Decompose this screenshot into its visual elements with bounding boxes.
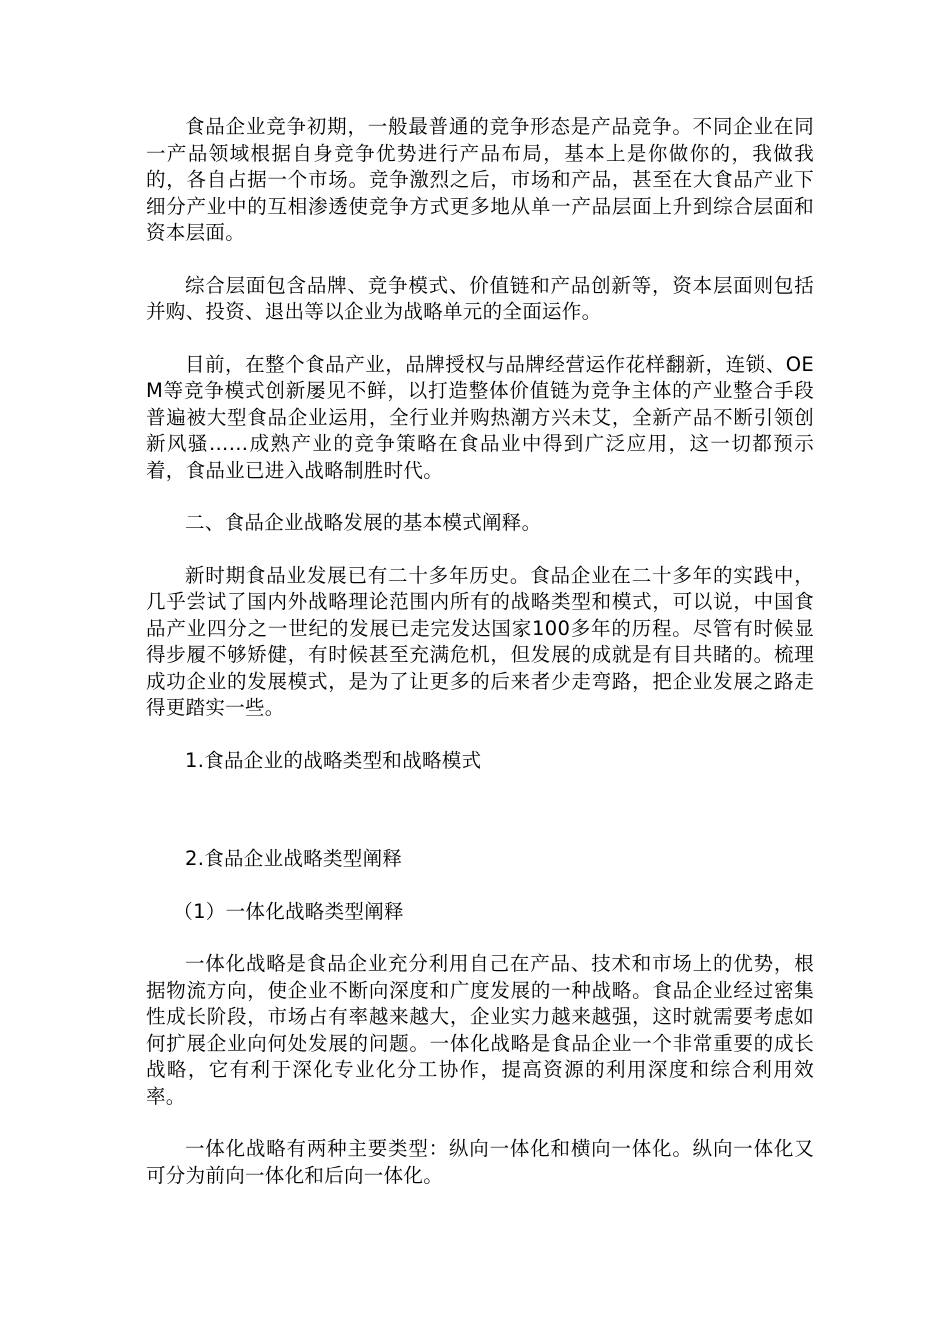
paragraph-integrated-capital-level: 综合层面包含品牌、竞争模式、价值链和产品创新等，资本层面则包括并购、投资、退出等以企业为战略单元的全面运作。 (146, 273, 814, 323)
subheading-strategy-types-explained: 2.食品企业战略类型阐释 (185, 847, 403, 870)
paragraph-integration-definition: 一体化战略是食品企业充分利用自己在产品、技术和市场上的优势，根据物流方向，使企业不断向深度和广度发展的一种战略。食品企业经过密集性成长阶段，市场占有率越来越大，企业实力越来越强，这时就需要考虑如何扩展企业向何处发展的问题。一体化战略是食品企业一个非常重要的成长战略，它有利于深化专业化分工协作，提高资源的利用深度和综合利用效率。 (146, 952, 814, 1108)
section-heading-two: 二、食品企业战略发展的基本模式阐释。 (185, 511, 542, 534)
paragraph-integration-types: 一体化战略有两种主要类型：纵向一体化和横向一体化。纵向一体化又可分为前向一体化和后向一体化。 (146, 1137, 814, 1187)
paragraph-strategy-era: 目前，在整个食品产业，品牌授权与品牌经营运作花样翻新，连锁、OEM等竞争模式创新屡见不鲜，以打造整体价值链为竞争主体的产业整合手段普遍被大型食品企业运用，全行业并购热潮方兴未艾，全新产品不断引领创新风骚……成熟产业的竞争策略在食品业中得到广泛应用，这一切都预示着，食品业已进入战略制胜时代。 (146, 352, 814, 482)
paragraph-product-competition: 食品企业竞争初期，一般最普通的竞争形态是产品竞争。不同企业在同一产品领域根据自身竞争优势进行产品布局，基本上是你做你的，我做我的，各自占据一个市场。竞争激烈之后，市场和产品，甚至在大食品产业下细分产业中的互相渗透使竞争方式更多地从单一产品层面上升到综合层面和资本层面。 (146, 115, 814, 244)
subheading-integration-strategy: （1）一体化战略类型阐释 (173, 899, 404, 923)
subheading-strategy-types-modes: 1.食品企业的战略类型和战略模式 (185, 748, 482, 772)
document-page (146, 114, 814, 1189)
paragraph-development-history: 新时期食品业发展已有二十多年历史。食品企业在二十多年的实践中，几乎尝试了国内外战略理论范围内所有的战略类型和模式，可以说，中国食品产业四分之一世纪的发展已走完发达国家100多年的历程。尽管有时候显得步履不够矫健，有时候甚至充满危机，但发展的成就是有目共睹的。梳理成功企业的发展模式，是为了让更多的后来者少走弯路，把企业发展之路走得更踏实一些。 (146, 563, 814, 719)
